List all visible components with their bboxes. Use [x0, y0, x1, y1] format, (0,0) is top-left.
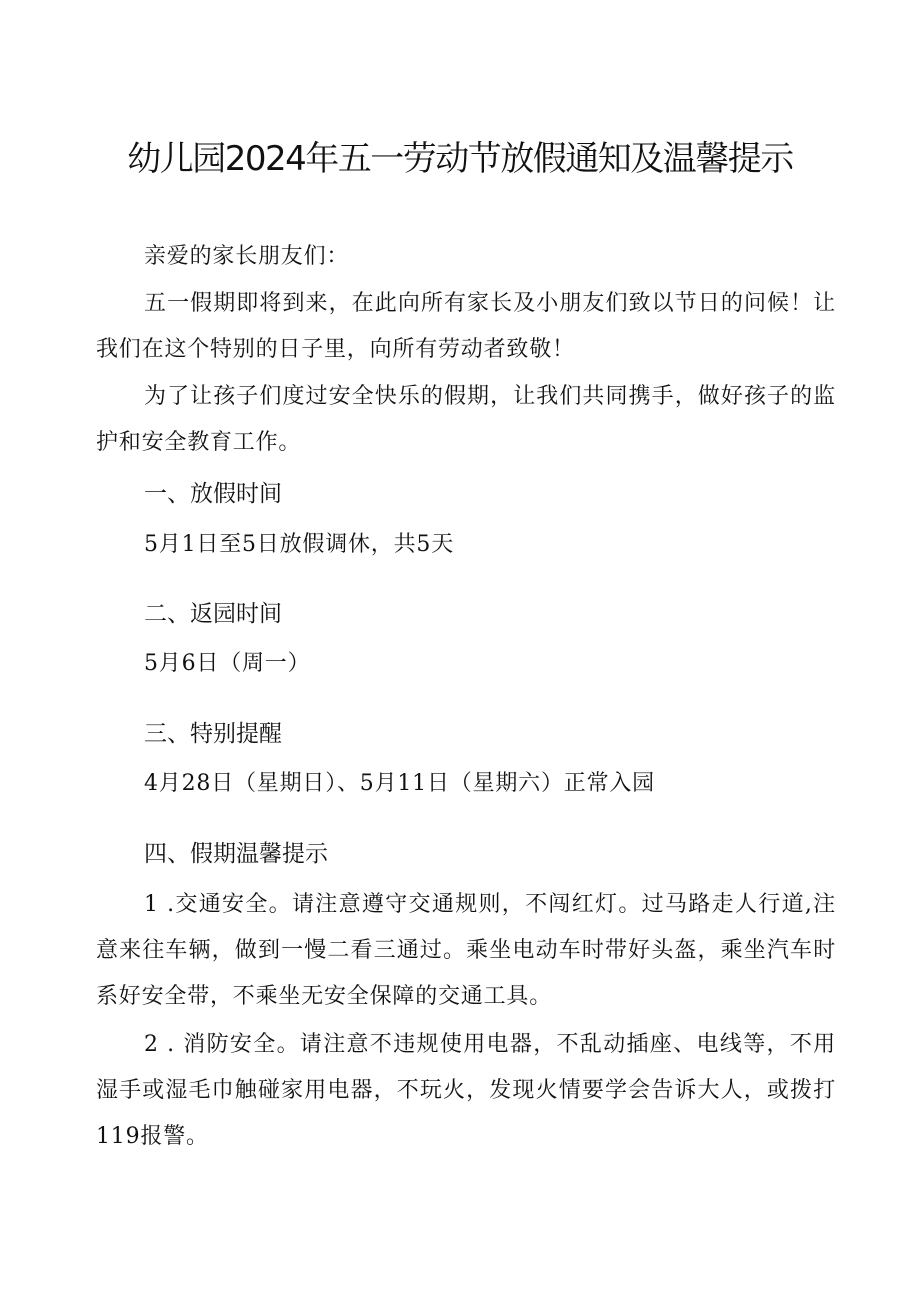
greeting: 亲爱的家长朋友们：	[144, 244, 350, 269]
section-heading-holiday-tips: 四、假期温馨提示	[144, 841, 328, 867]
tip-traffic-safety: 1 .交通安全。请注意遵守交通规则，不闯红灯。过马路走人行道,注意来往车辆，做到一慢二看三通过。乘坐电动车时带好头盔，乘坐汽车时系好安全带，不乘坐无安全保障的交通工具。	[96, 892, 836, 1009]
section-heading-special-reminder: 三、特别提醒	[144, 721, 282, 747]
section-content-holiday-time: 5月1日至5日放假调休，共5天	[144, 532, 454, 557]
tip-fire-safety: 2 . 消防安全。请注意不违规使用电器，不乱动插座、电线等，不用湿手或湿毛巾触碰家用电器，不玩火，发现火情要学会告诉大人，或拨打119报警。	[96, 1032, 836, 1149]
section-heading-return-time: 二、返园时间	[144, 601, 282, 627]
paragraph-holiday-greeting: 五一假期即将到来，在此向所有家长及小朋友们致以节日的问候！让我们在这个特别的日子里，向所有劳动者致敬！	[96, 291, 836, 362]
section-heading-holiday-time: 一、放假时间	[144, 481, 282, 507]
section-content-special-reminder: 4月28日（星期日）、5月11日（星期六）正常入园	[144, 771, 655, 796]
section-content-return-time: 5月6日（周一）	[144, 651, 311, 676]
page-title: 幼儿园2024年五一劳动节放假通知及温馨提示	[127, 139, 793, 179]
paragraph-safety-intro: 为了让孩子们度过安全快乐的假期，让我们共同携手，做好孩子的监护和安全教育工作。	[96, 384, 836, 455]
